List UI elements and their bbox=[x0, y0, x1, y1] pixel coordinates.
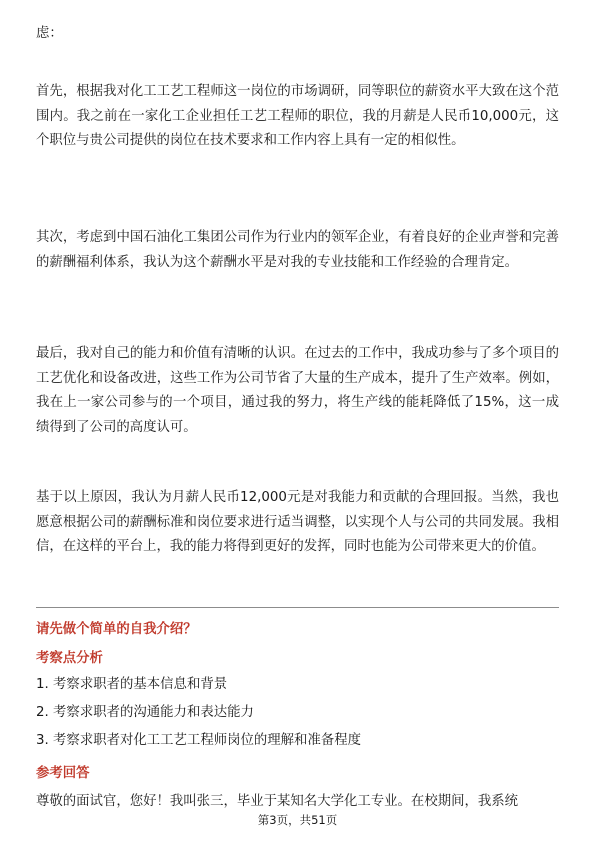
question-title: 请先做个简单的自我介绍？ bbox=[36, 622, 197, 637]
analysis-heading: 考察点分析 bbox=[36, 651, 103, 666]
section-divider bbox=[36, 607, 559, 608]
answer-heading: 参考回答 bbox=[36, 766, 90, 781]
paragraph-3: 最后，我对自己的能力和价值有清晰的认识。在过去的工作中，我成功参与了多个项目的工艺优化和设备改进，这些工作为公司节省了大量的生产成本，提升了生产效率。例如，我在上一家公司参与的一个项目，通过我的努力，将生产线的能耗降低了15%，这一成绩得到了公司的高度认可。 bbox=[36, 346, 559, 435]
answer-text: 尊敬的面试官，您好！我叫张三，毕业于某知名大学化工专业。在校期间，我系统 bbox=[36, 794, 519, 809]
page-footer: 第3页，共51页 bbox=[257, 813, 338, 827]
analysis-item-2: 2. 考察求职者的沟通能力和表达能力 bbox=[36, 705, 254, 720]
paragraph-1: 首先，根据我对化工工艺工程师这一岗位的市场调研，同等职位的薪资水平大致在这个范围内。我之前在一家化工企业担任工艺工程师的职位，我的月薪是人民币10,000元，这个职位与贵公司提供的岗位在技术要求和工作内容上具有一定的相似性。 bbox=[36, 84, 559, 148]
paragraph-4: 基于以上原因，我认为月薪人民币12,000元是对我能力和贡献的合理回报。当然，我也愿意根据公司的薪酬标准和岗位要求进行适当调整，以实现个人与公司的共同发展。我相信，在这样的平台上，我的能力将得到更好的发挥，同时也能为公司带来更大的价值。 bbox=[36, 490, 559, 554]
paragraph-2: 其次，考虑到中国石油化工集团公司作为行业内的领军企业，有着良好的企业声誉和完善的薪酬福利体系，我认为这个薪酬水平是对我的专业技能和工作经验的合理肯定。 bbox=[36, 230, 559, 270]
analysis-item-3: 3. 考察求职者对化工工艺工程师岗位的理解和准备程度 bbox=[36, 733, 362, 748]
analysis-item-1: 1. 考察求职者的基本信息和背景 bbox=[36, 677, 228, 692]
intro-tail-text: 虑： bbox=[36, 26, 63, 41]
